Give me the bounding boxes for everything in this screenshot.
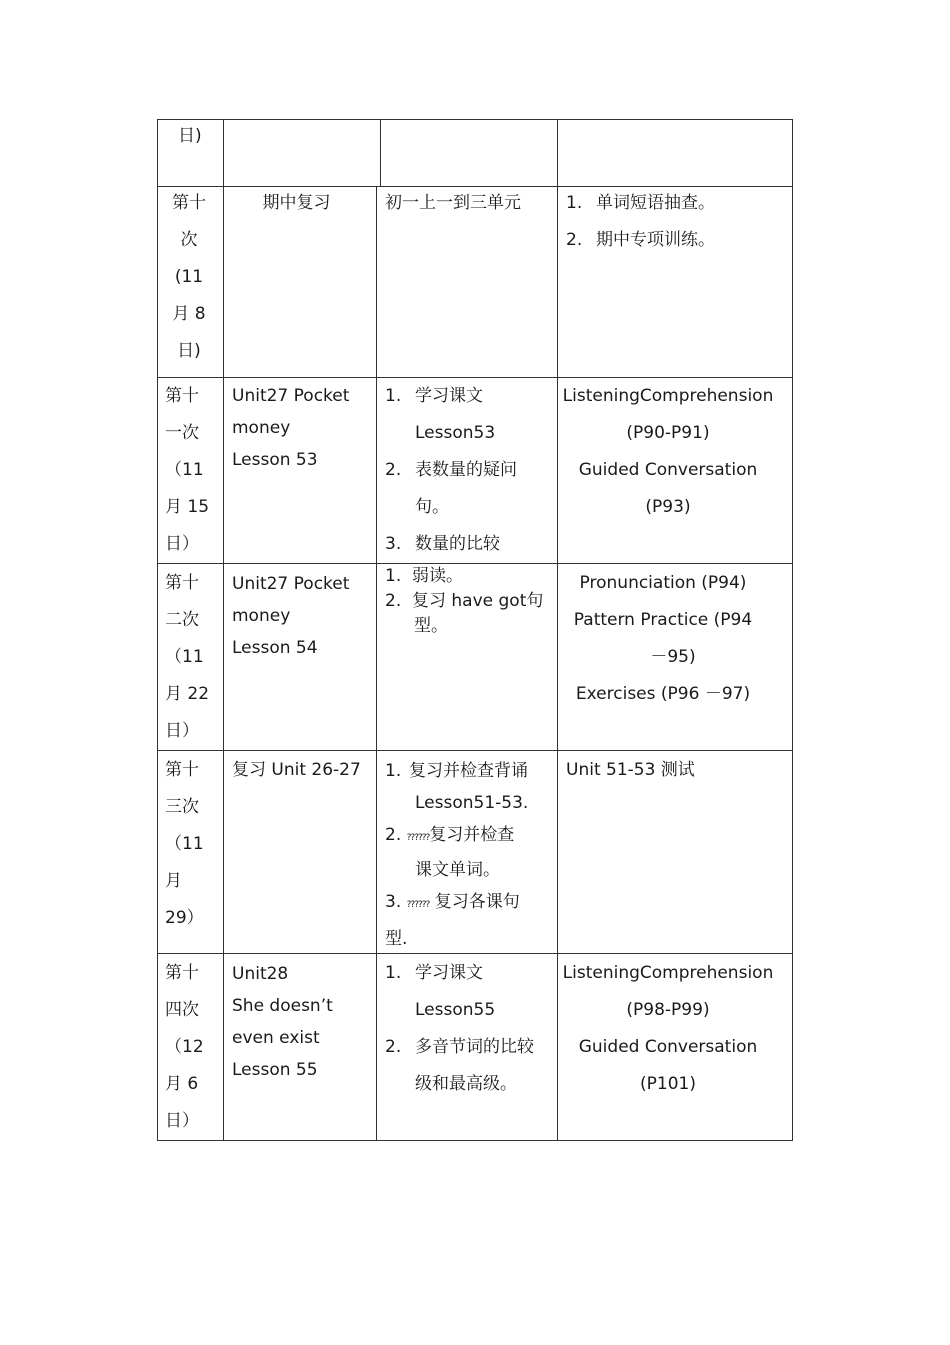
- session-line: （12: [165, 1037, 204, 1057]
- item-number: 1.: [385, 963, 402, 983]
- column-divider: [223, 119, 224, 1141]
- goal-item: [385, 614, 543, 639]
- session-line: 日): [177, 341, 201, 361]
- content-line: money: [232, 606, 291, 626]
- exercise-line: (P90-P91): [626, 423, 710, 443]
- content-line: Lesson 54: [232, 638, 318, 658]
- session-line: 第十: [165, 573, 199, 593]
- item-text: 型。: [414, 616, 448, 636]
- item-text: 多音节词的比较: [415, 1037, 534, 1057]
- session-cell: [165, 378, 209, 563]
- exercise-line: Exercises (P96 －97): [575, 684, 751, 704]
- item-number: 1.: [385, 386, 402, 406]
- session-line: 29）: [165, 908, 204, 928]
- goal-item: [385, 589, 543, 614]
- goal-item: [385, 819, 528, 854]
- content-line: 复习 Unit 26-27: [232, 760, 361, 780]
- session-line: 月 22: [165, 684, 210, 704]
- exercise-line: －95): [650, 647, 696, 667]
- content-line: 期中复习: [262, 193, 331, 213]
- session-line: 第十: [165, 760, 199, 780]
- session-line: 三次: [165, 797, 199, 817]
- goal-item: [385, 854, 528, 886]
- goal-item: [385, 992, 534, 1029]
- exercise-line: Unit 51-53 测试: [566, 760, 695, 780]
- item-marker: ??????: [406, 833, 430, 843]
- item-number: 1.: [385, 566, 402, 586]
- row-divider: [157, 750, 793, 751]
- item-text: 复习 have got句: [412, 591, 544, 611]
- item-text: 型.: [385, 929, 408, 949]
- item-text: 复习并检查: [429, 825, 515, 845]
- content-line: She doesn’t: [232, 996, 333, 1016]
- session-cell: [165, 752, 204, 937]
- exercise-line: Pattern Practice (P94: [573, 610, 753, 630]
- content-line: even exist: [232, 1028, 320, 1048]
- content-line: Unit28: [232, 964, 289, 984]
- content-cell: [224, 185, 369, 222]
- exercises-cell: [558, 378, 778, 526]
- content-line: Lesson 55: [232, 1060, 318, 1080]
- goal-item: [385, 955, 534, 992]
- goals-cell: [385, 564, 543, 639]
- content-line: Unit27 Pocket: [232, 386, 350, 406]
- exercise-line: (P93): [645, 497, 691, 517]
- content-line: Unit27 Pocket: [232, 574, 350, 594]
- content-cell: [232, 958, 333, 1086]
- session-line: 一次: [165, 423, 199, 443]
- item-number: 2.: [566, 230, 583, 250]
- session-line: 四次: [165, 1000, 199, 1020]
- exercises-cell: [566, 185, 715, 259]
- session-line: 日): [178, 126, 202, 146]
- session-line: 第十: [165, 963, 199, 983]
- goal-item: [385, 564, 543, 589]
- goal-item: [385, 452, 517, 489]
- exercise-line: Guided Conversation: [578, 1037, 758, 1057]
- session-line: 日）: [165, 721, 199, 741]
- exercise-item: [566, 222, 715, 259]
- exercise-line: (P101): [640, 1074, 696, 1094]
- item-text: 表数量的疑问: [415, 460, 517, 480]
- goal-item: [385, 415, 517, 452]
- column-divider: [376, 186, 377, 1141]
- exercises-cell: [558, 565, 768, 713]
- item-number: 1.: [566, 193, 583, 213]
- session-cell: [165, 955, 204, 1140]
- session-line: (11: [174, 267, 204, 287]
- session-line: 第十: [172, 193, 206, 213]
- exercise-line: ListeningComprehension: [562, 963, 774, 983]
- item-number: 2.: [385, 1037, 402, 1057]
- session-line: 次: [180, 230, 198, 250]
- item-number: 3.: [385, 534, 402, 554]
- content-cell: [232, 752, 361, 789]
- goal-item: [385, 489, 517, 526]
- goal-item: [385, 1029, 534, 1066]
- item-text: 期中专项训练。: [596, 230, 715, 250]
- item-text: Lesson55: [415, 1000, 496, 1020]
- item-text: 学习课文: [415, 386, 483, 406]
- goal-line: 初一上一到三单元: [385, 193, 521, 213]
- content-cell: [232, 568, 349, 664]
- item-text: Lesson51-53.: [415, 793, 529, 813]
- session-line: （11: [165, 834, 204, 854]
- item-text: 数量的比较: [415, 534, 500, 554]
- goals-cell: [385, 755, 528, 958]
- item-marker: ??????: [406, 900, 430, 910]
- goal-item: [385, 787, 528, 819]
- item-text: 句。: [415, 497, 449, 517]
- session-cell: [165, 565, 209, 750]
- session-line: 二次: [165, 610, 199, 630]
- content-cell: [232, 380, 349, 476]
- exercise-line: ListeningComprehension: [562, 386, 774, 406]
- item-text: Lesson53: [415, 423, 496, 443]
- column-divider: [380, 119, 381, 186]
- session-line: 月 15: [165, 497, 210, 517]
- item-number: 2.: [385, 591, 402, 611]
- session-line: 月: [165, 871, 182, 891]
- goal-item: [385, 1066, 534, 1103]
- session-line: （11: [165, 647, 204, 667]
- item-number: 2.: [385, 460, 402, 480]
- exercise-line: Pronunciation (P94): [579, 573, 747, 593]
- exercises-cell: [558, 955, 778, 1103]
- session-line: 第十: [165, 386, 199, 406]
- goal-item: [385, 526, 517, 563]
- goal-item: [385, 886, 528, 921]
- goal-item: [385, 378, 517, 415]
- item-text: 复习各课句: [429, 892, 520, 912]
- item-text: 课文单词。: [415, 860, 500, 880]
- item-text: 学习课文: [415, 963, 483, 983]
- session-cell: [160, 185, 218, 370]
- content-line: Lesson 53: [232, 450, 318, 470]
- session-line: 月 6: [165, 1074, 199, 1094]
- goals-cell: [385, 185, 521, 222]
- goals-cell: [385, 955, 534, 1103]
- session-line: 日）: [165, 1111, 199, 1131]
- item-text: 单词短语抽查。: [596, 193, 715, 213]
- session-line: 月 8: [172, 304, 206, 324]
- exercise-line: Guided Conversation: [578, 460, 758, 480]
- session-cell: [178, 118, 202, 155]
- goals-cell: [385, 378, 517, 563]
- item-number: 2.: [385, 825, 402, 845]
- item-text: 复习并检查背诵: [409, 761, 528, 781]
- content-line: money: [232, 418, 291, 438]
- exercise-line: (P98-P99): [626, 1000, 710, 1020]
- item-number: 3.: [385, 892, 402, 912]
- exercises-cell: [566, 752, 695, 789]
- session-line: （11: [165, 460, 204, 480]
- item-number: 1.: [385, 761, 402, 781]
- goal-item: [385, 921, 528, 958]
- item-text: 弱读。: [412, 566, 463, 586]
- session-line: 日）: [165, 534, 199, 554]
- item-text: 级和最高级。: [415, 1074, 517, 1094]
- exercise-item: [566, 185, 715, 222]
- goal-item: [385, 755, 528, 787]
